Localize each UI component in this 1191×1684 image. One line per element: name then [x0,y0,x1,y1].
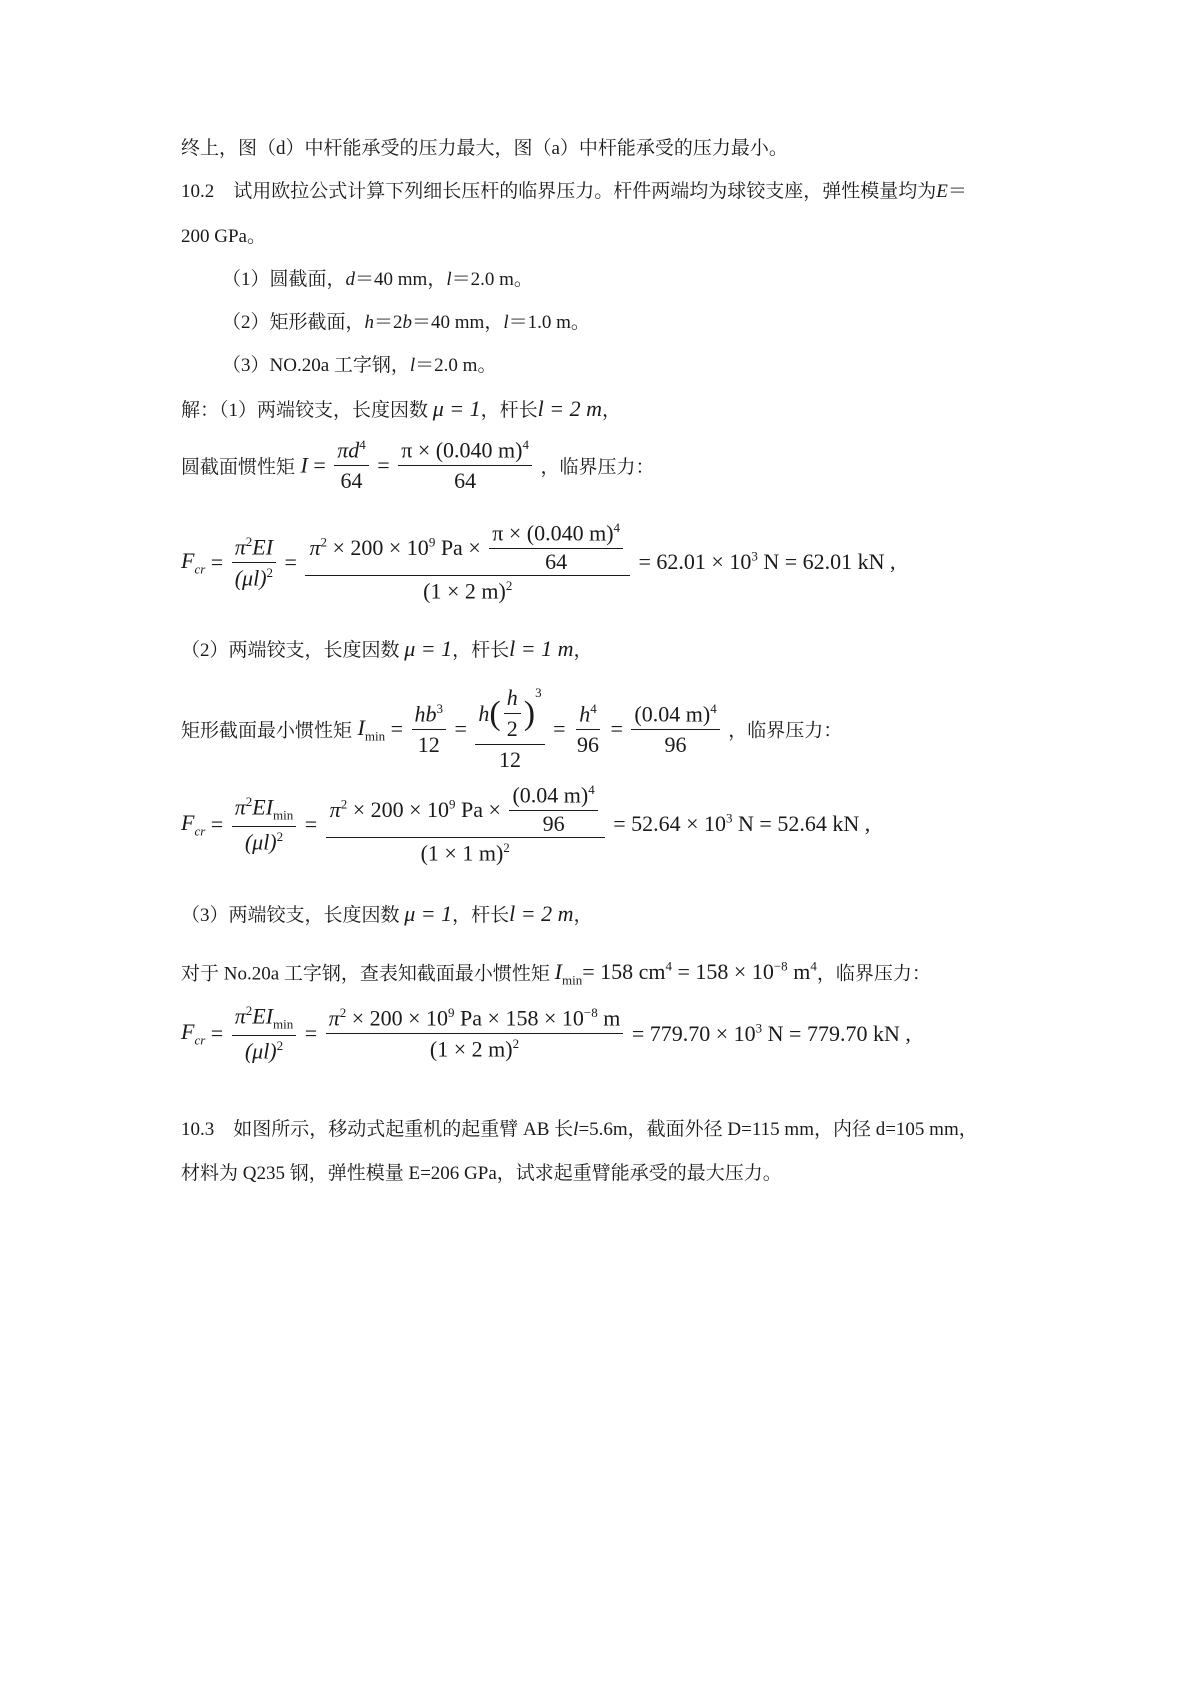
problem-10-2-text: 10.2 试用欧拉公式计算下列细长压杆的临界压力。杆件两端均为球铰支座，弹性模量均为 [181,181,937,202]
exponent: 3 [535,685,542,700]
item-1-label: （1）圆截面， [222,269,346,290]
fraction-pi2EImin-3 [232,1003,297,1064]
unit-m: m [597,1005,621,1031]
symbol-EI: EI [252,533,274,559]
fraction-hb3-12 [412,701,447,758]
solution-2-intro [181,637,593,663]
result-1-kn: N = 62.01 kN , [757,549,896,575]
symbol-l: l [503,312,509,333]
exponent: 9 [448,1004,455,1020]
exponent: 2 [245,1003,253,1018]
exponent: 4 [588,782,595,797]
ibeam-inertia-label: 对于 No.20a 工字钢，查表知截面最小惯性矩 [181,963,550,985]
result-2: = 52.64 × 10 [613,811,727,837]
exponent: −8 [583,1004,598,1020]
exponent: 3 [751,549,758,565]
symbol-pi: π [234,794,246,820]
critical-force-label: ，临界压力： [728,720,843,742]
denominator-1x2m: (1 × 2 m) [429,1036,513,1062]
result-3-kn: N = 779.70 kN , [762,1020,911,1046]
subscript-min: min [273,807,294,823]
item-1-d-value: ＝40 mm， [355,269,447,290]
item-2-l-value: ＝1.0 m。 [508,312,590,333]
fraction-inner-2 [509,782,597,837]
exponent: 2 [512,1036,520,1052]
problem-10-3-line1 [181,1118,978,1142]
exponent: 4 [613,520,621,535]
problem-10-2-line1 [181,180,967,204]
problem-10-2-line2 [181,225,266,249]
denominator-96: 96 [577,731,599,757]
mu-l: (μl) [244,828,277,854]
numerator-pi-0040: π × (0.040 m) [492,520,614,546]
inertia-term: Pa × 158 × 10 [454,1005,584,1031]
symbol-l: l [446,269,452,290]
unit-pa: Pa × [455,796,501,822]
exponent: 2 [503,840,510,856]
solution-2-text: （2）两端铰支，长度因数 [181,640,400,661]
exponent: 4 [359,437,366,452]
symbol-EI: EI [252,794,274,820]
exponent: 2 [505,578,513,594]
fraction-numeric-3 [326,1005,624,1063]
unit-m: m [787,959,811,985]
length-factor: μ = 1 [432,396,481,421]
critical-force-label: ，临界压力： [816,963,931,985]
denominator-64: 64 [545,549,568,575]
symbol-I: I [554,959,562,985]
problem-10-3-text-c: 材料为 Q235 钢，弹性模量 E=206 GPa，试求起重臂能承受的最大压力。 [181,1163,782,1184]
fraction-pi2EI [232,534,276,592]
exponent: 2 [320,534,327,550]
solution-1-text: 解：（1）两端铰支，长度因数 [181,400,429,421]
item-3-label: （3）NO.20a 工字钢， [222,355,410,376]
symbol-pi: π [234,1003,246,1029]
rod-length: l = 1 m [509,636,574,661]
symbol-h: h [478,700,490,726]
equals-sign: ＝ [947,181,967,202]
exponent: 2 [245,793,253,809]
solution-3-intro [181,902,593,928]
subscript-min: min [273,1016,294,1032]
exponent: 2 [276,828,284,844]
solution-2-text-b: ，杆长 [452,640,510,661]
fraction-numeric-2 [326,782,605,867]
equation-fcr-3: $F_{cr}$ = $\frac{\pi^2EI_{min}}{(\mu l)^2}$ = $\frac{\pi^2 \times 200 \times 10^9 Pa \times 158 \times 10^{-8} m}{(1 \times 2 m)^2}$ = $779.70 \times 10^3$ N = 779.70 kN , [181,1003,911,1064]
length-factor: μ = 1 [404,901,453,926]
subscript-cr: cr [194,823,206,839]
comma: ， [573,640,593,661]
denominator-2: 2 [506,716,518,742]
modulus-term: × 200 × 10 [326,534,429,560]
inertia-value-cm: = 158 cm [582,959,666,985]
mu-l: (μl) [244,1038,277,1064]
numerator-004m: (0.04 m) [512,782,589,808]
item-2-h-value: ＝40 mm， [412,312,504,333]
symbol-I: I [300,452,308,478]
item-2 [222,311,590,335]
result-1: = 62.01 × 10 [638,549,752,575]
denominator-12: 12 [417,731,440,757]
unit-pa: Pa × [435,534,481,560]
exponent: 2 [276,1037,284,1053]
subscript-cr: cr [194,1032,206,1048]
mu-l: (μl) [234,565,267,591]
denominator-1x1m: (1 × 1 m) [420,840,504,866]
exponent: 4 [590,700,597,716]
denominator-64: 64 [454,468,477,494]
symbol-F: F [181,1018,195,1044]
problem-10-3-line2 [181,1162,782,1186]
symbol-b: b [402,312,413,333]
symbol-l: l [573,1119,579,1140]
exponent: 2 [266,564,274,580]
exponent: 3 [755,1020,763,1036]
exponent: −8 [773,959,788,974]
item-3-l-value: ＝2.0 m。 [415,355,497,376]
denominator-96: 96 [664,731,687,757]
symbol-hb: hb [414,700,437,726]
symbol-pi: π [309,534,321,560]
rect-inertia-label: 矩形截面最小惯性矩 [181,720,353,742]
equation-rect-inertia: 矩形截面最小惯性矩 $I_{min}$ = $\frac{hb^3}{12}$ = h( $\frac{h}{2}$ )$^3$ 12 = $\frac{h^4}{96}$ = $\frac{(0.04 m)^4}{96}$ ，临界压力： [181,685,843,773]
exponent: 2 [340,796,348,812]
equation-circle-inertia: 圆截面惯性矩 I = $\frac{\pi d^4}{64}$ = $\frac{\pi \times (0.040 m)^4}{64}$ ，临界压力： [181,437,655,494]
rod-length: l = 2 m [537,396,603,421]
numerator-pid: πd [337,437,360,463]
length-factor: μ = 1 [404,636,453,661]
exponent: 2 [245,533,253,549]
exponent: 3 [726,811,733,827]
fraction-h-h2-12: h( $\frac{h}{2}$ )$^3$ 12 [475,685,544,773]
critical-force-label: ，临界压力： [540,457,655,479]
modulus-term: × 200 × 10 [346,1005,449,1031]
fraction-inner-1 [489,520,623,575]
subscript-min: min [561,972,583,988]
exponent: 4 [522,437,529,452]
fraction-pi2EImin [232,794,297,855]
symbol-EI: EI [252,1003,274,1029]
modulus-term: × 200 × 10 [347,796,450,822]
numerator-pi-0040: π × (0.040 m) [401,437,523,463]
symbol-l: l [409,355,416,376]
solution-1-text-b: ，杆长 [480,400,538,421]
exponent: 2 [339,1004,347,1020]
symbol-F: F [181,547,195,573]
inertia-value-m: = 158 × 10 [672,959,774,985]
item-3 [222,354,496,378]
item-2-label: （2）矩形截面， [222,312,365,333]
subscript-min: min [364,727,386,743]
exponent: 4 [710,700,717,716]
symbol-h: h [579,700,591,726]
comma: ， [573,905,593,926]
item-1 [222,268,533,292]
numerator-004m: (0.04 m) [634,700,711,726]
fraction-h4-96 [574,701,602,758]
item-2-eq: ＝2 [374,312,403,333]
equation-fcr-2: $F_{cr}$ = $\frac{\pi^2EI_{min}}{(\mu l)^2}$ = $\pi^2 \times 200 \times 10^9$ Pa × $\frac{(0.04 m)^4}{96}$ (1 × 1 m)$^2$ = $52.64 \times 10^3$ N = 52.64 kN , [181,782,871,866]
symbol-E: E [936,181,948,202]
denominator-12: 12 [499,747,521,773]
comma: ， [602,400,622,421]
text-line-conclusion [181,137,788,161]
fraction-h-over-2 [504,685,521,742]
symbol-pi: π [328,1005,340,1031]
exponent: 9 [428,534,436,550]
denominator-64: 64 [340,468,363,494]
symbol-d: d [345,269,356,290]
symbol-pi: π [234,533,246,559]
fraction-pi-0040 [398,437,532,494]
exponent: 4 [665,959,673,974]
result-2-kn: N = 52.64 kN , [732,811,871,837]
problem-10-3-text-b: =5.6m，截面外径 D=115 mm，内径 d=105 mm， [578,1119,978,1140]
denominator-1x2m: (1 × 2 m) [423,578,506,604]
equation-fcr-1: $F_{cr}$ = $\frac{\pi^2EI}{(\mu l)^2}$ = $\pi^2 \times 200 \times 10^9$ Pa × $\frac{\pi \times (0.040 m)^4}{64}$ (1 × 2 m)$^2$ = $62.01 \times 10^3$ N = 62.01 kN , [181,520,896,604]
problem-10-3-text: 10.3 如图所示，移动式起重机的起重臂 AB 长 [181,1119,574,1140]
solution-1-intro [181,397,621,423]
modulus-value: 200 GPa。 [181,226,266,247]
circle-inertia-label: 圆截面惯性矩 [181,457,296,479]
symbol-pi: π [329,796,341,822]
conclusion-text: 终上，图（d）中杆能承受的压力最大，图（a）中杆能承受的压力最小。 [181,138,788,159]
result-3: = 779.70 × 10 [631,1020,756,1046]
exponent: 3 [436,700,443,716]
fraction-004m-96 [631,701,719,758]
rod-length: l = 2 m [509,901,574,926]
fraction-pid4-64 [334,437,369,494]
exponent: 4 [810,959,817,974]
fraction-numeric-1 [305,520,630,605]
ibeam-inertia-line [181,955,931,993]
symbol-h: h [364,312,375,333]
subscript-cr: cr [194,561,206,577]
solution-3-text: （3）两端铰支，长度因数 [181,905,400,926]
solution-3-text-b: ，杆长 [452,905,510,926]
symbol-h: h [504,685,521,714]
item-1-l-value: ＝2.0 m。 [451,269,533,290]
symbol-I: I [357,714,365,740]
exponent: 9 [449,796,456,812]
symbol-F: F [181,809,195,835]
denominator-96: 96 [542,811,565,837]
